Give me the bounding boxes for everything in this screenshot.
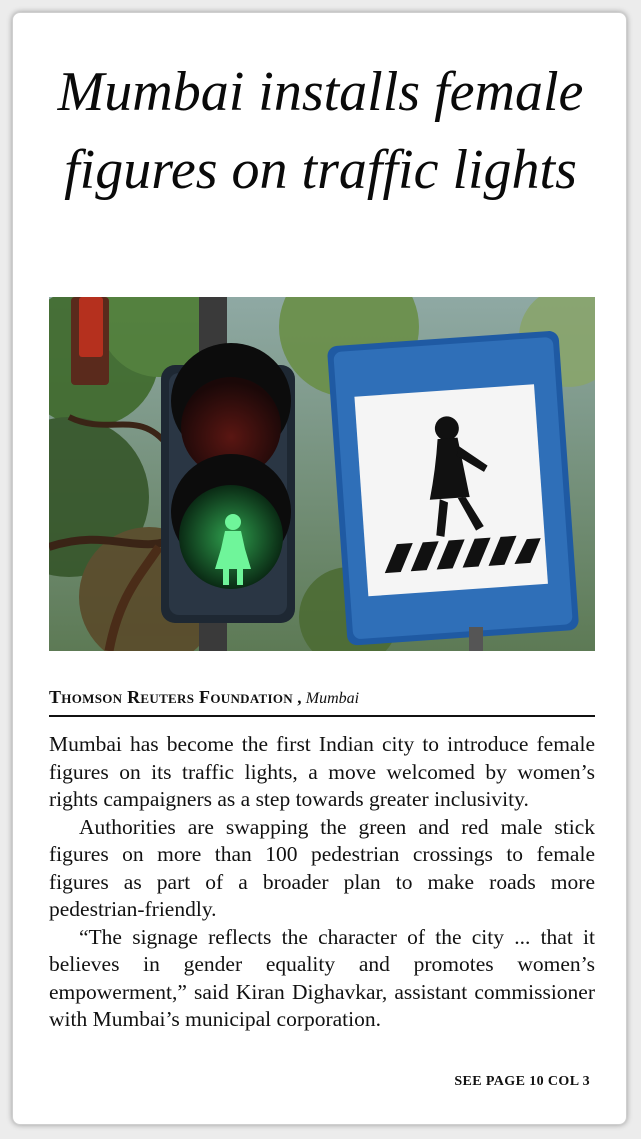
article-paragraph: “The signage reflects the character of the city ... that it believes in gender equality and promotes women’s empowerment,” said Kiran Dighavkar, assistant commissioner with Mumbai’s municipal corporation. [49,924,595,1031]
article-paragraph: Authorities are swapping the green and red male stick figures on more than 100 pedestrian crossings to female figures as part of a broader plan to make roads more pedestrian-friendly. [49,814,595,921]
byline-location: Mumbai [305,690,360,707]
article-photo [49,297,595,651]
article-paragraph: Mumbai has become the first Indian city to introduce female figures on its traffic lights, a move welcomed by women’s rights campaigners as a step towards greater inclusivity. [49,732,595,811]
byline [49,683,595,717]
article-body [49,731,595,1034]
headline: Mumbai installs female figures on traffic lights [57,61,584,201]
byline-organization: Thomson Reuters Foundation [49,687,293,707]
continuation-note: SEE PAGE 10 COL 3 [454,1074,590,1089]
byline-separator: , [297,688,302,707]
news-clipping-card [12,12,627,1125]
